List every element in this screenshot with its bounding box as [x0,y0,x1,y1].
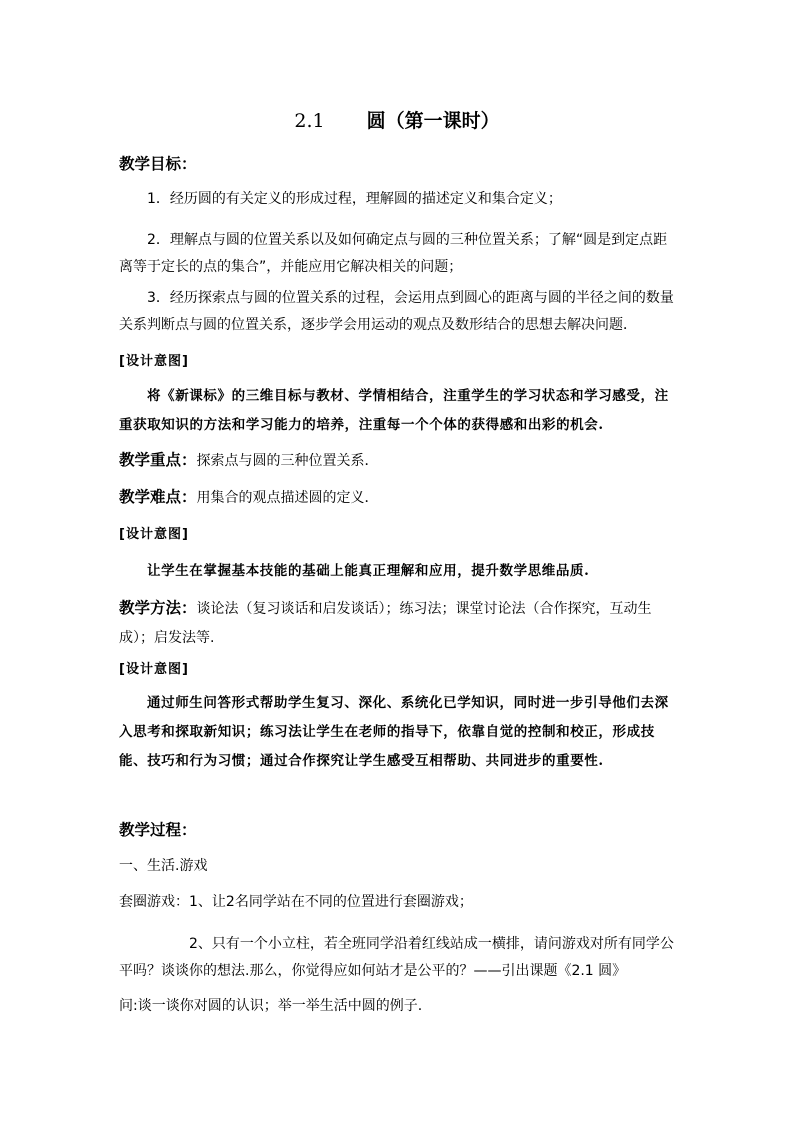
design-intent-label-2: [设计意图] [119,527,189,542]
design-intent-label-3: [设计意图] [119,662,189,677]
title-number: 2.1 [294,110,325,132]
process-game-1: 套圈游戏：1、让2名同学站在不同的位置进行套圈游戏； [119,894,473,910]
title-text: 圆（第一课时） [366,110,500,132]
design-intent-text-2: 让学生在掌握基本技能的基础上能真正理解和应用，提升数学思维品质. [147,563,590,579]
page-title [0,106,794,133]
key-point-label: 教学重点： [119,451,197,469]
difficulty-label: 教学难点： [119,488,197,506]
process-game-2: 2、只有一个小立柱，若全班同学沿着红线站成一横排，请问游戏对所有同学公平吗？谈谈你的想法.那么，你觉得应如何站才是公平的？——引出课题《2.1 圆》 [119,936,674,979]
methods-row [119,594,679,653]
methods-text: 谈论法（复习谈话和启发谈话）；练习法；课堂讨论法（合作探究，互动生成）；启发法等. [119,601,652,646]
difficulty-text: 用集合的观点描述圆的定义． [196,490,379,506]
design-intent-label-1: [设计意图] [119,354,189,369]
objective-item-1: 1．经历圆的有关定义的形成过程，理解圆的描述定义和集合定义； [147,191,562,207]
process-question: 问:谈一谈你对圆的认识；举一举生活中圆的例子. [119,998,423,1014]
design-intent-text-1: 将《新课标》的三维目标与教材、学情相结合，注重学生的学习状态和学习感受，注重获取知识的方法和学习能力的培养，注重每一个个体的获得感和出彩的机会. [119,388,669,433]
process-section-1: 一、生活.游戏 [119,858,208,874]
methods-label: 教学方法： [119,599,197,617]
design-intent-text-3: 通过师生问答形式帮助学生复习、深化、系统化已学知识，同时进一步引导他们去深入思考和探取新知识；练习法让学生在老师的指导下，依靠自觉的控制和校正，形成技能、技巧和行为习惯；通过合作探究让学生感受互相帮助、共同进步的重要性. [119,695,669,769]
process-heading: 教学过程： [119,821,197,839]
objectives-heading: 教学目标： [119,155,197,173]
key-point-text: 探索点与圆的三种位置关系． [196,453,379,469]
objective-item-3: 3．经历探索点与圆的位置关系的过程，会运用点到圆心的距离与圆的半径之间的数量关系判断点与圆的位置关系，逐步学会用运动的观点及数形结合的思想去解决问题． [119,290,674,333]
key-point-row [119,448,679,470]
difficulty-row [119,485,679,507]
objective-item-2: 2．理解点与圆的位置关系以及如何确定点与圆的三种位置关系；了解“圆是到定点距离等于定长的点的集合”，并能应用它解决相关的问题； [119,232,668,275]
